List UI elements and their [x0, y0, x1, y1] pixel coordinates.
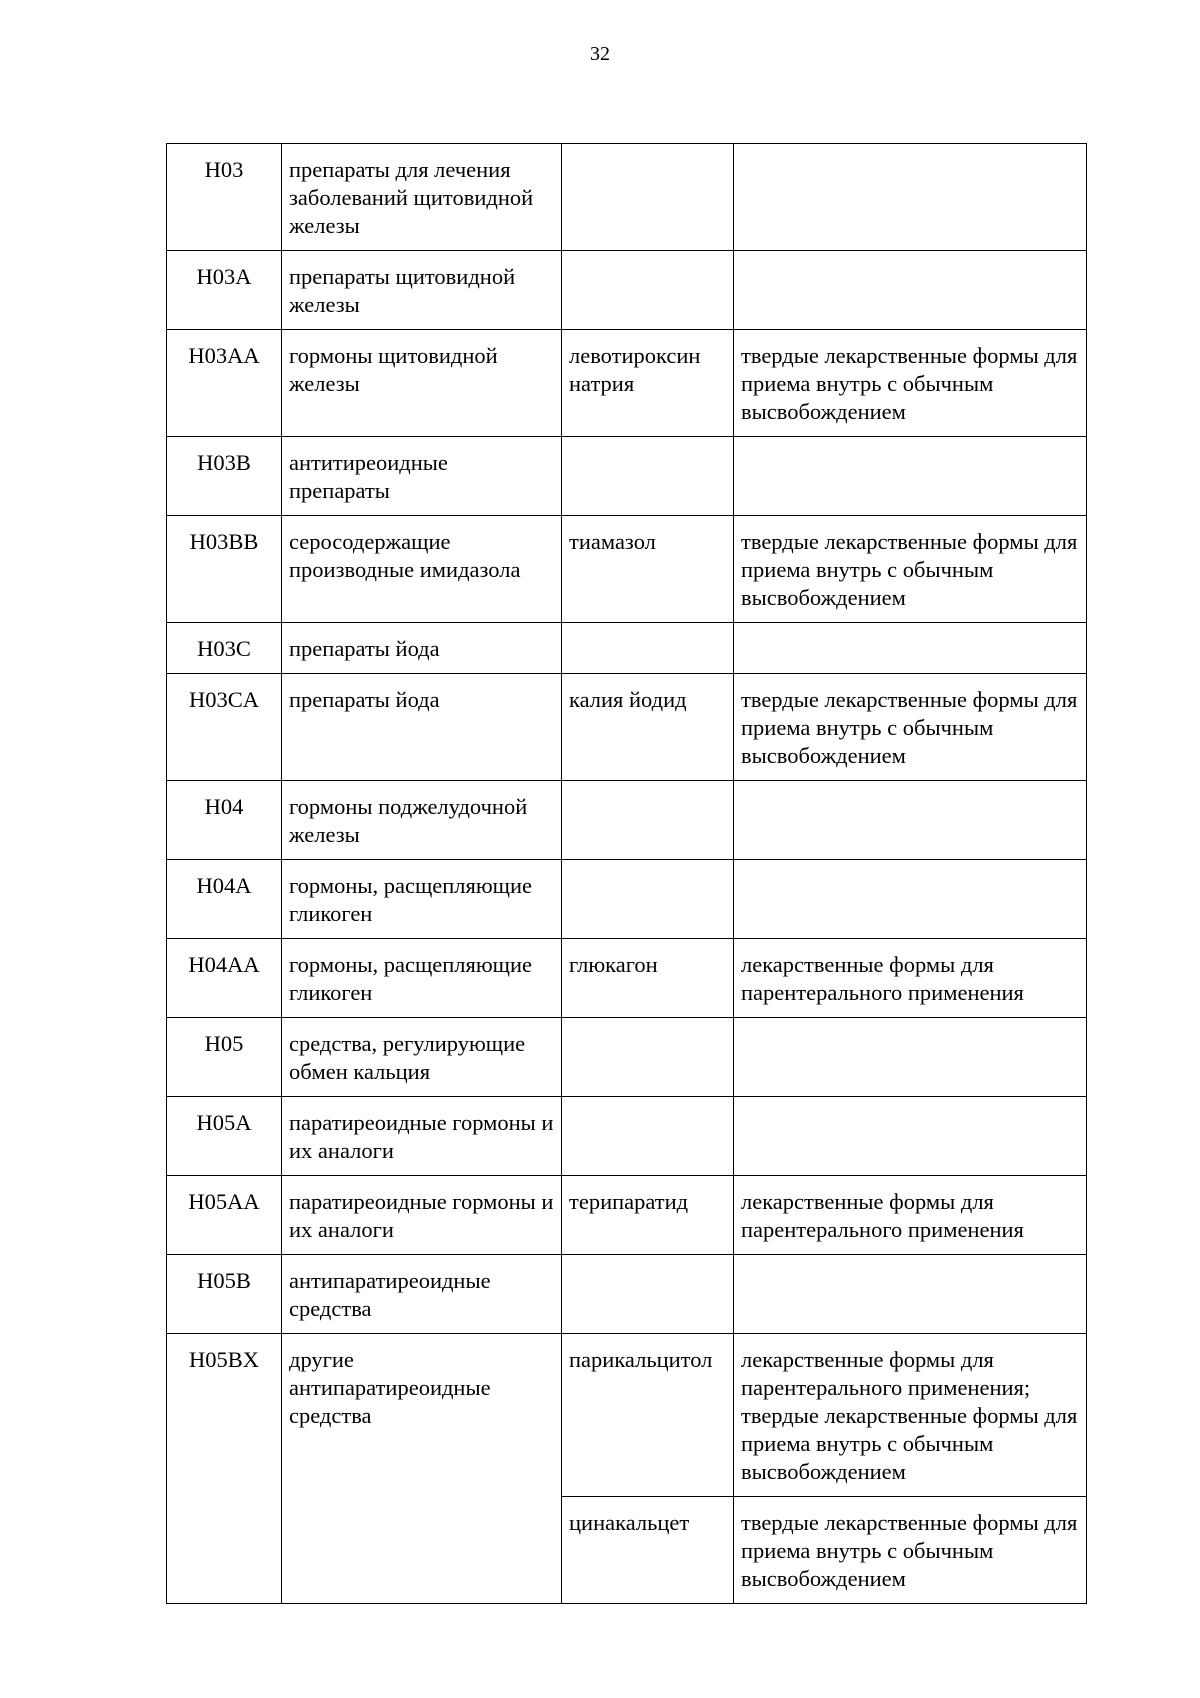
- group-name-cell: гормоны поджелудочной железы: [282, 781, 562, 860]
- dosage-form-cell: [734, 144, 1087, 251]
- table-row: [167, 1097, 1087, 1176]
- group-name-cell: антитиреоидные препараты: [282, 437, 562, 516]
- table-row: [167, 1255, 1087, 1334]
- table-row: [167, 516, 1087, 623]
- group-name-cell: средства, регулирующие обмен кальция: [282, 1018, 562, 1097]
- atc-code-cell: H03: [167, 144, 282, 251]
- atc-code-cell: H03BB: [167, 516, 282, 623]
- atc-code-cell: H04: [167, 781, 282, 860]
- atc-code-cell: H05AA: [167, 1176, 282, 1255]
- group-name-cell: гормоны, расщепляющие гликоген: [282, 939, 562, 1018]
- group-name-cell: препараты йода: [282, 674, 562, 781]
- table-row: [167, 939, 1087, 1018]
- dosage-form-cell: лекарственные формы для парентерального применения: [734, 939, 1087, 1018]
- group-name-cell: паратиреоидные гормоны и их аналоги: [282, 1097, 562, 1176]
- drug-classification-table: [166, 143, 1087, 1604]
- atc-code-cell: H05BX: [167, 1334, 282, 1604]
- table-row: [167, 1176, 1087, 1255]
- atc-code-cell: H03C: [167, 623, 282, 674]
- table-row: [167, 623, 1087, 674]
- drug-name-cell: калия йодид: [562, 674, 734, 781]
- atc-code-cell: H05: [167, 1018, 282, 1097]
- table-row: [167, 330, 1087, 437]
- page-number: 32: [590, 43, 610, 65]
- drug-name-cell: [562, 860, 734, 939]
- drug-name-cell: [562, 1018, 734, 1097]
- table-row: [167, 1334, 1087, 1497]
- group-name-cell: гормоны, расщепляющие гликоген: [282, 860, 562, 939]
- dosage-form-cell: твердые лекарственные формы для приема внутрь с обычным высвобождением: [734, 516, 1087, 623]
- drug-name-cell: терипаратид: [562, 1176, 734, 1255]
- dosage-form-cell: твердые лекарственные формы для приема внутрь с обычным высвобождением: [734, 1497, 1087, 1604]
- dosage-form-cell: [734, 623, 1087, 674]
- drug-name-cell: [562, 251, 734, 330]
- drug-name-cell: левотироксин натрия: [562, 330, 734, 437]
- atc-code-cell: H04A: [167, 860, 282, 939]
- drug-name-cell: [562, 781, 734, 860]
- dosage-form-cell: [734, 251, 1087, 330]
- drug-name-cell: [562, 144, 734, 251]
- atc-code-cell: H03CA: [167, 674, 282, 781]
- drug-name-cell: [562, 437, 734, 516]
- atc-code-cell: H05B: [167, 1255, 282, 1334]
- dosage-form-cell: [734, 437, 1087, 516]
- drug-name-cell: [562, 1255, 734, 1334]
- atc-code-cell: H05A: [167, 1097, 282, 1176]
- drug-name-cell: глюкагон: [562, 939, 734, 1018]
- table-row: [167, 781, 1087, 860]
- dosage-form-cell: лекарственные формы для парентерального применения: [734, 1176, 1087, 1255]
- atc-code-cell: H03A: [167, 251, 282, 330]
- dosage-form-cell: твердые лекарственные формы для приема внутрь с обычным высвобождением: [734, 330, 1087, 437]
- drug-name-cell: [562, 623, 734, 674]
- group-name-cell: препараты щитовидной железы: [282, 251, 562, 330]
- dosage-form-cell: [734, 1255, 1087, 1334]
- group-name-cell: гормоны щитовидной железы: [282, 330, 562, 437]
- atc-code-cell: H03B: [167, 437, 282, 516]
- dosage-form-cell: [734, 860, 1087, 939]
- atc-code-cell: H03AA: [167, 330, 282, 437]
- table-row: [167, 1018, 1087, 1097]
- table-row: [167, 860, 1087, 939]
- drug-name-cell: тиамазол: [562, 516, 734, 623]
- dosage-form-cell: [734, 781, 1087, 860]
- group-name-cell: препараты для лечения заболеваний щитовидной железы: [282, 144, 562, 251]
- group-name-cell: паратиреоидные гормоны и их аналоги: [282, 1176, 562, 1255]
- group-name-cell: препараты йода: [282, 623, 562, 674]
- drug-name-cell: цинакальцет: [562, 1497, 734, 1604]
- group-name-cell: серосодержащие производные имидазола: [282, 516, 562, 623]
- table-row: [167, 437, 1087, 516]
- drug-name-cell: парикальцитол: [562, 1334, 734, 1497]
- dosage-form-cell: [734, 1097, 1087, 1176]
- table-row: [167, 674, 1087, 781]
- atc-code-cell: H04AA: [167, 939, 282, 1018]
- group-name-cell: антипаратиреоидные средства: [282, 1255, 562, 1334]
- dosage-form-cell: лекарственные формы для парентерального применения; твердые лекарственные формы для приема внутрь с обычным высвобождением: [734, 1334, 1087, 1497]
- group-name-cell: другие антипаратиреоидные средства: [282, 1334, 562, 1604]
- dosage-form-cell: твердые лекарственные формы для приема внутрь с обычным высвобождением: [734, 674, 1087, 781]
- drug-name-cell: [562, 1097, 734, 1176]
- dosage-form-cell: [734, 1018, 1087, 1097]
- table-row: [167, 144, 1087, 251]
- table-row: [167, 251, 1087, 330]
